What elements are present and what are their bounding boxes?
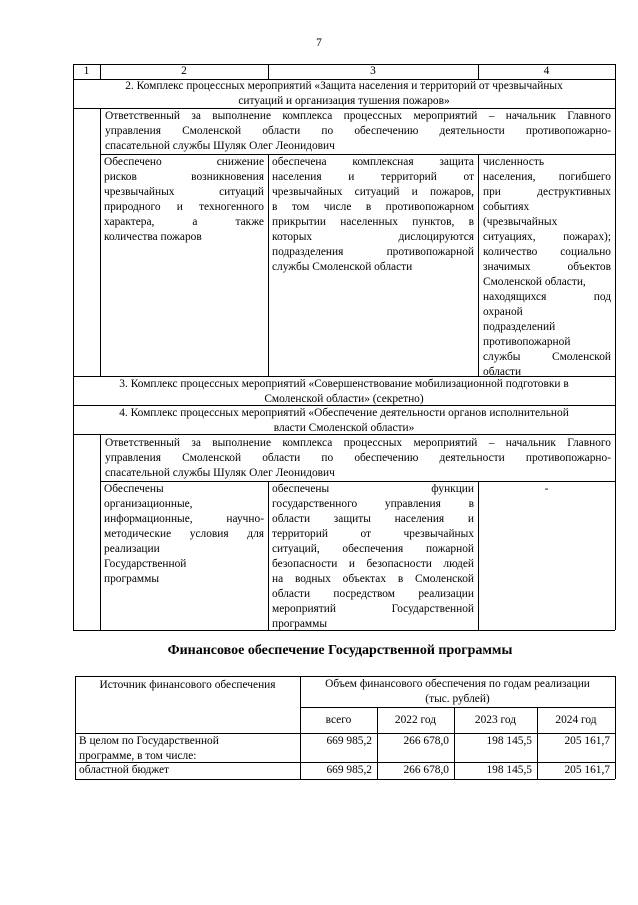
text-line: которых дислоцируются: [272, 231, 474, 243]
expected-effect: [272, 155, 474, 275]
table-cell: 266 678,0: [403, 764, 449, 776]
text-line: численность: [483, 156, 545, 168]
table-cell: 205 161,7: [564, 764, 610, 776]
source-header: Источник финансового обеспечения: [99, 679, 276, 691]
text-line: организационные,: [104, 498, 193, 510]
text-line: находящихся под: [483, 291, 611, 303]
section-title: [76, 406, 612, 436]
text-line: спасательной службы Шуляк Олег Леонидович: [105, 140, 335, 152]
task-description: [104, 482, 264, 587]
table-cell: 669 985,2: [326, 735, 372, 747]
text-line: населения, погибшего: [483, 171, 611, 183]
text-line: количество социально: [483, 246, 611, 258]
text-line: охраной: [483, 306, 523, 318]
text-line: подразделений: [483, 321, 556, 333]
text-line: противопожарной: [483, 336, 571, 348]
text-line: значимых объектов: [483, 261, 611, 273]
table-border: [268, 481, 269, 630]
title-line: ситуаций и организация тушения пожаров»: [238, 95, 450, 107]
page-number: 7: [316, 37, 322, 49]
text-line: государственного управления в: [272, 498, 474, 510]
text-line: службы Смоленской: [483, 351, 611, 363]
text-line: мероприятий Государственной: [272, 603, 474, 615]
title-line: 4. Комплекс процессных мероприятий «Обеспечение деятельности органов исполнительной: [119, 407, 569, 419]
year-header: 2023 год: [474, 714, 517, 726]
expected-effect: [272, 482, 474, 632]
text-line: реализации: [104, 543, 160, 555]
year-header: 2022 год: [394, 714, 437, 726]
table-border: [300, 707, 615, 708]
title-line: 2. Комплекс процессных мероприятий «Защита населения и территорий от чрезвычайных: [125, 80, 563, 92]
section-title: [76, 377, 612, 407]
table-border: [100, 434, 101, 630]
table-cell: 198 145,5: [486, 764, 532, 776]
year-header: всего: [325, 714, 352, 726]
table-border: [268, 154, 269, 376]
label-line: областной бюджет: [79, 764, 169, 776]
table-border: [100, 108, 101, 376]
title-line: Смоленской области» (секретно): [264, 393, 424, 405]
text-line: территорий от чрезвычайных: [272, 528, 474, 540]
text-line: подразделения противопожарной: [272, 246, 474, 258]
volume-header: [300, 677, 615, 707]
text-line: при деструктивных: [483, 186, 611, 198]
text-line: программы: [104, 573, 159, 585]
text-line: населения и территорий от: [272, 171, 474, 183]
text-line: событиях: [483, 201, 530, 213]
text-line: спасательной службы Шуляк Олег Леонидович: [105, 467, 335, 479]
indicators: [483, 155, 611, 380]
table-row-label: [79, 763, 297, 778]
text-line: методические условия для: [104, 528, 264, 540]
title-line: власти Смоленской области»: [273, 422, 415, 434]
responsible-person: [105, 436, 611, 481]
year-header: 2024 год: [555, 714, 597, 726]
text-line: области: [483, 366, 522, 378]
text-line: прикрытии населенных пунктов, в: [272, 216, 474, 228]
text-line: управления Смоленской области по обеспечению деятельности противопожарно-: [105, 125, 611, 137]
finance-heading: Финансовое обеспечение Государственной программы: [167, 643, 513, 658]
title-line: 3. Комплекс процессных мероприятий «Совершенствование мобилизационной подготовки в: [119, 378, 569, 390]
text-line: Ответственный за выполнение комплекса процессных мероприятий – начальник Главного: [105, 110, 611, 122]
text-line: рисков возникновения: [104, 171, 264, 183]
text-line: безопасности и безопасности людей: [272, 558, 474, 570]
text-line: Смоленской области,: [483, 276, 586, 288]
table-cell: 669 985,2: [326, 764, 372, 776]
table-cell: 205 161,7: [564, 735, 610, 747]
column-number: 1: [83, 65, 90, 77]
text-line: в том числе в противопожарном: [272, 201, 474, 213]
text-line: обеспечены функции: [272, 483, 474, 495]
column-number: 3: [370, 65, 376, 77]
text-line: Государственной: [104, 558, 187, 570]
indicators: -: [544, 483, 549, 495]
column-number: 4: [543, 65, 550, 77]
text-line: характера, а также: [104, 216, 264, 228]
label-line: программе, в том числе:: [79, 750, 197, 762]
text-line: количества пожаров: [104, 231, 202, 243]
text-line: на водных объектах в Смоленской: [272, 573, 474, 585]
text-line: обеспечена комплексная защита: [272, 156, 474, 168]
text-line: Обеспечено снижение: [104, 156, 264, 168]
text-line: ситуациях, пожарах);: [483, 231, 611, 243]
table-cell: 266 678,0: [403, 735, 449, 747]
text-line: (чрезвычайных: [483, 216, 558, 228]
label-line: В целом по Государственной: [79, 735, 219, 747]
text-line: информационные, научно-: [104, 513, 264, 525]
text-line: ситуаций, обеспечения пожарной: [272, 543, 474, 555]
header-line: (тыс. рублей): [425, 693, 490, 705]
responsible-person: [105, 109, 611, 154]
table-row-label: [79, 734, 297, 764]
header-line: Объем финансового обеспечения по годам реализации: [325, 678, 590, 690]
table-cell: 198 145,5: [486, 735, 532, 747]
table-border: [615, 676, 616, 779]
text-line: области защиты населения и: [272, 513, 474, 525]
text-line: чрезвычайных ситуаций и пожаров,: [272, 186, 474, 198]
task-description: [104, 155, 264, 245]
text-line: управления Смоленской области по обеспечению деятельности противопожарно-: [105, 452, 611, 464]
table-border: [73, 64, 74, 630]
text-line: Ответственный за выполнение комплекса процессных мероприятий – начальник Главного: [105, 437, 611, 449]
table-border: [615, 64, 616, 630]
text-line: области посредством реализации: [272, 588, 474, 600]
text-line: чрезвычайных ситуаций: [104, 186, 264, 198]
table-border: [478, 481, 479, 630]
table-border: [478, 154, 479, 376]
text-line: службы Смоленской области: [272, 261, 413, 273]
column-number: 2: [181, 65, 187, 77]
table-border: [75, 779, 615, 780]
text-line: Обеспечены: [104, 483, 164, 495]
text-line: природного и техногенного: [104, 201, 264, 213]
section-title: [76, 79, 612, 109]
text-line: программы: [272, 618, 327, 630]
